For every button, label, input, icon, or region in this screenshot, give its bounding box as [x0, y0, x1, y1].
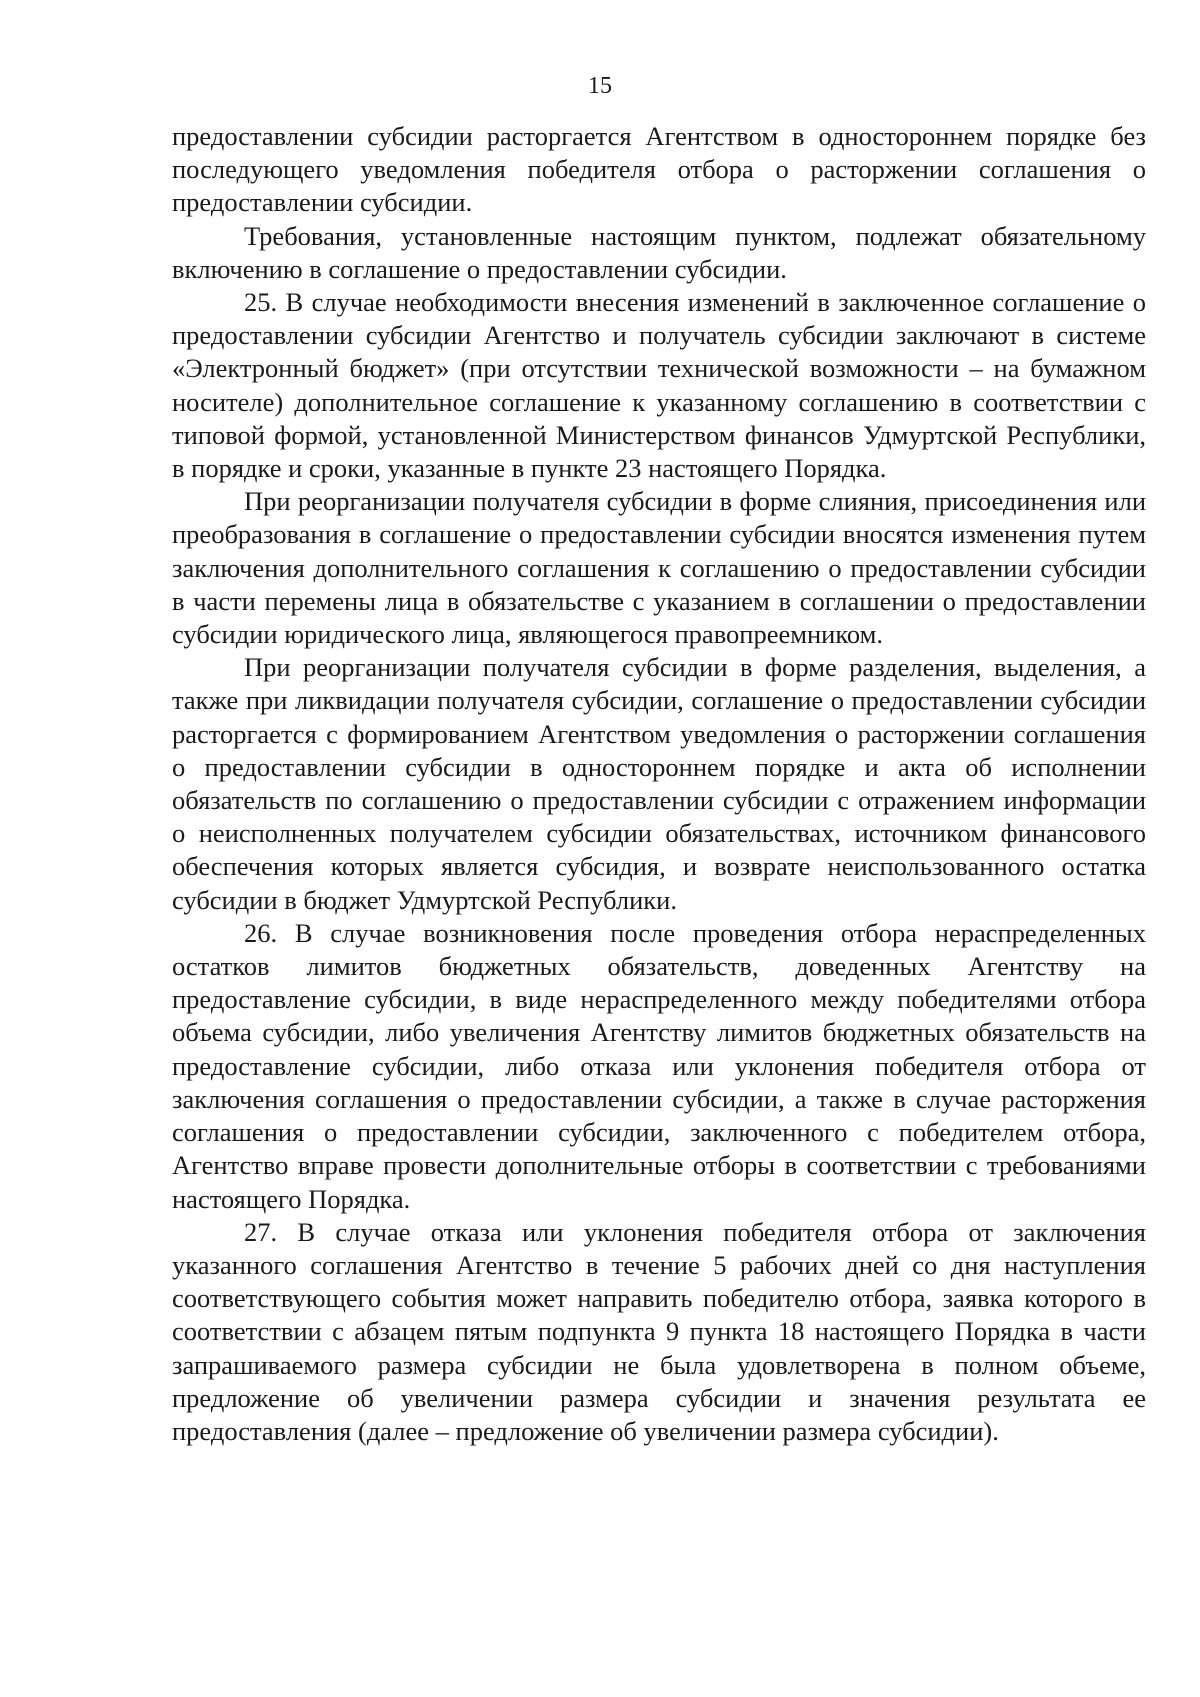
paragraph-clause-26: 26. В случае возникновения после проведения отбора нераспределенных остатков лимитов бюджетных обязательств, доведенных Агентству на предоставление субсидии, в виде нераспределенного между победителями отбора объема субсидии, либо увеличения Агентству лимитов бюджетных обязательств на предоставление субсидии, либо отказа или уклонения победителя отбора от заключения соглашения о предоставлении субсидии, а также в случае расторжения соглашения о предоставлении субсидии, заключенного с победителем отбора, Агентство вправе провести дополнительные отборы в соответствии с требованиями настоящего Порядка.: [172, 917, 1146, 1214]
paragraph-clause-25: 25. В случае необходимости внесения изменений в заключенное соглашение о предоставлении субсидии Агентство и получатель субсидии заключают в системе «Электронный бюджет» (при отсутствии технической возможности – на бумажном носителе) дополнительное соглашение к указанному соглашению в соответствии с типовой формой, установленной Министерством финансов Удмуртской Республики, в порядке и сроки, указанные в пункте 23 настоящего Порядка.: [172, 287, 1146, 484]
page-number: 15: [588, 73, 612, 99]
paragraph-reorganization-merger: При реорганизации получателя субсидии в форме слияния, присоединения или преобразования в соглашение о предоставлении субсидии вносятся изменения путем заключения дополнительного соглашения к соглашению о предоставлении субсидии в части перемены лица в обязательстве с указанием в соглашении о предоставлении субсидии юридического лица, являющегося правопреемником.: [172, 486, 1146, 650]
paragraph-clause-27: 27. В случае отказа или уклонения победителя отбора от заключения указанного соглашения Агентство в течение 5 рабочих дней со дня наступления соответствующего события может направить победителю отбора, заявка которого в соответствии с абзацем пятым подпункта 9 пункта 18 настоящего Порядка в части запрашиваемого размера субсидии не была удовлетворена в полном объеме, предложение об увеличении размера субсидии и значения результата ее предоставления (далее – предложение об увеличении размера субсидии).: [172, 1216, 1146, 1446]
paragraph-reorganization-division: При реорганизации получателя субсидии в форме разделения, выделения, а также при ликвидации получателя субсидии, соглашение о предоставлении субсидии расторгается с формированием Агентством уведомления о расторжении соглашения о предоставлении субсидии в одностороннем порядке и акта об исполнении обязательств по соглашению о предоставлении субсидии с отражением информации о неисполненных получателем субсидии обязательствах, источником финансового обеспечения которых является субсидия, и возврате неиспользованного остатка субсидии в бюджет Удмуртской Республики.: [172, 652, 1146, 915]
paragraph-continuation: предоставлении субсидии расторгается Агентством в одностороннем порядке без последующего уведомления победителя отбора о расторжении соглашения о предоставлении субсидии.: [172, 121, 1146, 218]
document-body: [172, 120, 1146, 1448]
paragraph-requirements: Требования, установленные настоящим пунктом, подлежат обязательному включению в соглашение о предоставлении субсидии.: [172, 220, 1146, 284]
